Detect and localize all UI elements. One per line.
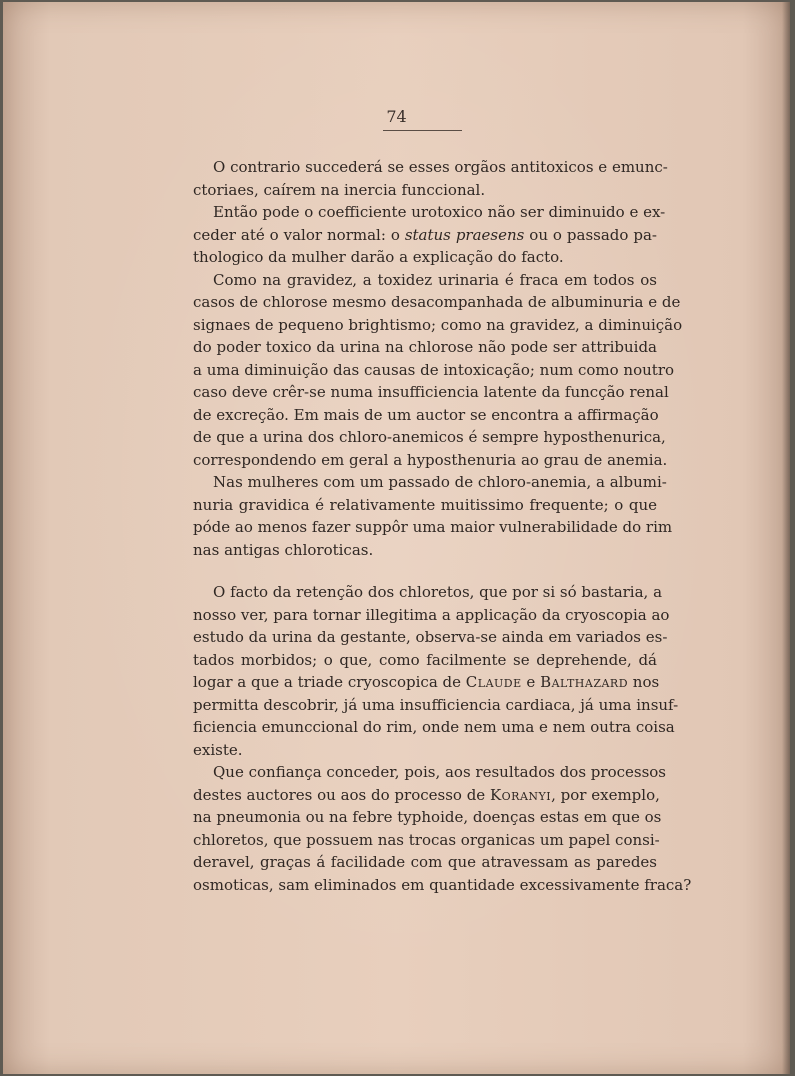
book-page (3, 2, 790, 1074)
text-line: de excreção. Em mais de um auctor se encontra a affirmação (193, 405, 659, 424)
text-line: correspondendo em geral a hyposthenuria ao grau de anemia. (193, 450, 668, 469)
text-line: chloretos, que possuem nas trocas organicas um papel consi- (193, 830, 660, 849)
text-line (193, 671, 660, 694)
text-line-segment: destes auctores ou aos do processo de Koranyi, por exemplo, (193, 785, 660, 804)
text-line: casos de chlorose mesmo desacompanhada de albuminuria e de (193, 293, 681, 311)
text-line: O contrario succederá se esses orgãos antitoxicos e emunc- (213, 158, 668, 176)
body-text (193, 156, 692, 896)
text-line: tados morbidos; o que, como facilmente se deprehende, dá (193, 650, 657, 669)
paragraph-2 (193, 201, 666, 269)
text-line: existe. (193, 740, 243, 759)
paragraph-gap (193, 561, 657, 581)
page-edge-shadow (782, 2, 790, 1074)
text-line: póde ao menos fazer suppôr uma maior vulnerabilidade do rim (193, 518, 673, 536)
text-line: Que confiança conceder, pois, aos resultados dos processos (213, 763, 667, 781)
page-number: 74 (386, 107, 407, 126)
emphasis-word: status praesens (404, 225, 525, 244)
text-line: de que a urina dos chloro-anemicos é sempre hyposthenurica, (193, 428, 666, 446)
text-line: signaes de pequeno brightismo; como na gravidez, a diminuição (193, 315, 683, 334)
author-name: Koranyi (489, 785, 552, 804)
paragraph-5 (193, 581, 679, 761)
text-line-segment: logar a que a triade cryoscopica de Claude e Balthazard nos (193, 673, 660, 691)
text-line: do poder toxico da urina na chlorose não pode ser attribuida (193, 338, 657, 356)
text-line: ctoriaes, caírem na inercia funccional. (193, 180, 486, 199)
paragraph-4 (193, 471, 673, 561)
page-number-rule (383, 130, 462, 131)
text-line: Então pode o coefficiente urotoxico não ser diminuido e ex- (213, 203, 666, 221)
text-line-segment: ceder até o valor normal: o status praesens ou o passado pa- (193, 225, 657, 244)
text-line: deravel, graças á facilidade com que atravessam as paredes (193, 853, 657, 871)
text-line: permitta descobrir, já uma insufficiencia cardiaca, já uma insuf- (193, 695, 679, 714)
text-line: Como na gravidez, a toxidez urinaria é fraca em todos os (213, 270, 657, 289)
author-name: Claude (465, 673, 522, 691)
text-line: Nas mulheres com um passado de chloro-anemia, a albumi- (213, 473, 667, 491)
text-line: O facto da retenção dos chloretos, que por si só bastaria, a (213, 583, 663, 601)
text-line: caso deve crêr-se numa insufficiencia latente da funcção renal (193, 383, 669, 401)
author-name: Balthazard (540, 673, 629, 691)
paragraph-3 (193, 269, 683, 472)
paragraph-1 (193, 156, 668, 201)
text-line: thologico da mulher darão a explicação do facto. (193, 248, 564, 266)
text-line: a uma diminuição das causas de intoxicação; num como noutro (193, 360, 675, 379)
text-line: estudo da urina da gestante, observa-se ainda em variados es- (193, 628, 668, 646)
text-line: nas antigas chloroticas. (193, 540, 374, 559)
text-line: nuria gravidica é relativamente muitissimo frequente; o que (193, 495, 657, 514)
text-line (193, 784, 660, 807)
text-line: nosso ver, para tornar illegitima a applicação da cryoscopia ao (193, 605, 670, 624)
text-line (193, 224, 657, 247)
text-line: osmoticas, sam eliminados em quantidade excessivamente fraca? (193, 875, 692, 894)
text-line: na pneumonia ou na febre typhoide, doenças estas em que os (193, 808, 662, 826)
text-line: ficiencia emunccional do rim, onde nem uma e nem outra coisa (193, 718, 675, 736)
paragraph-6 (193, 761, 692, 896)
